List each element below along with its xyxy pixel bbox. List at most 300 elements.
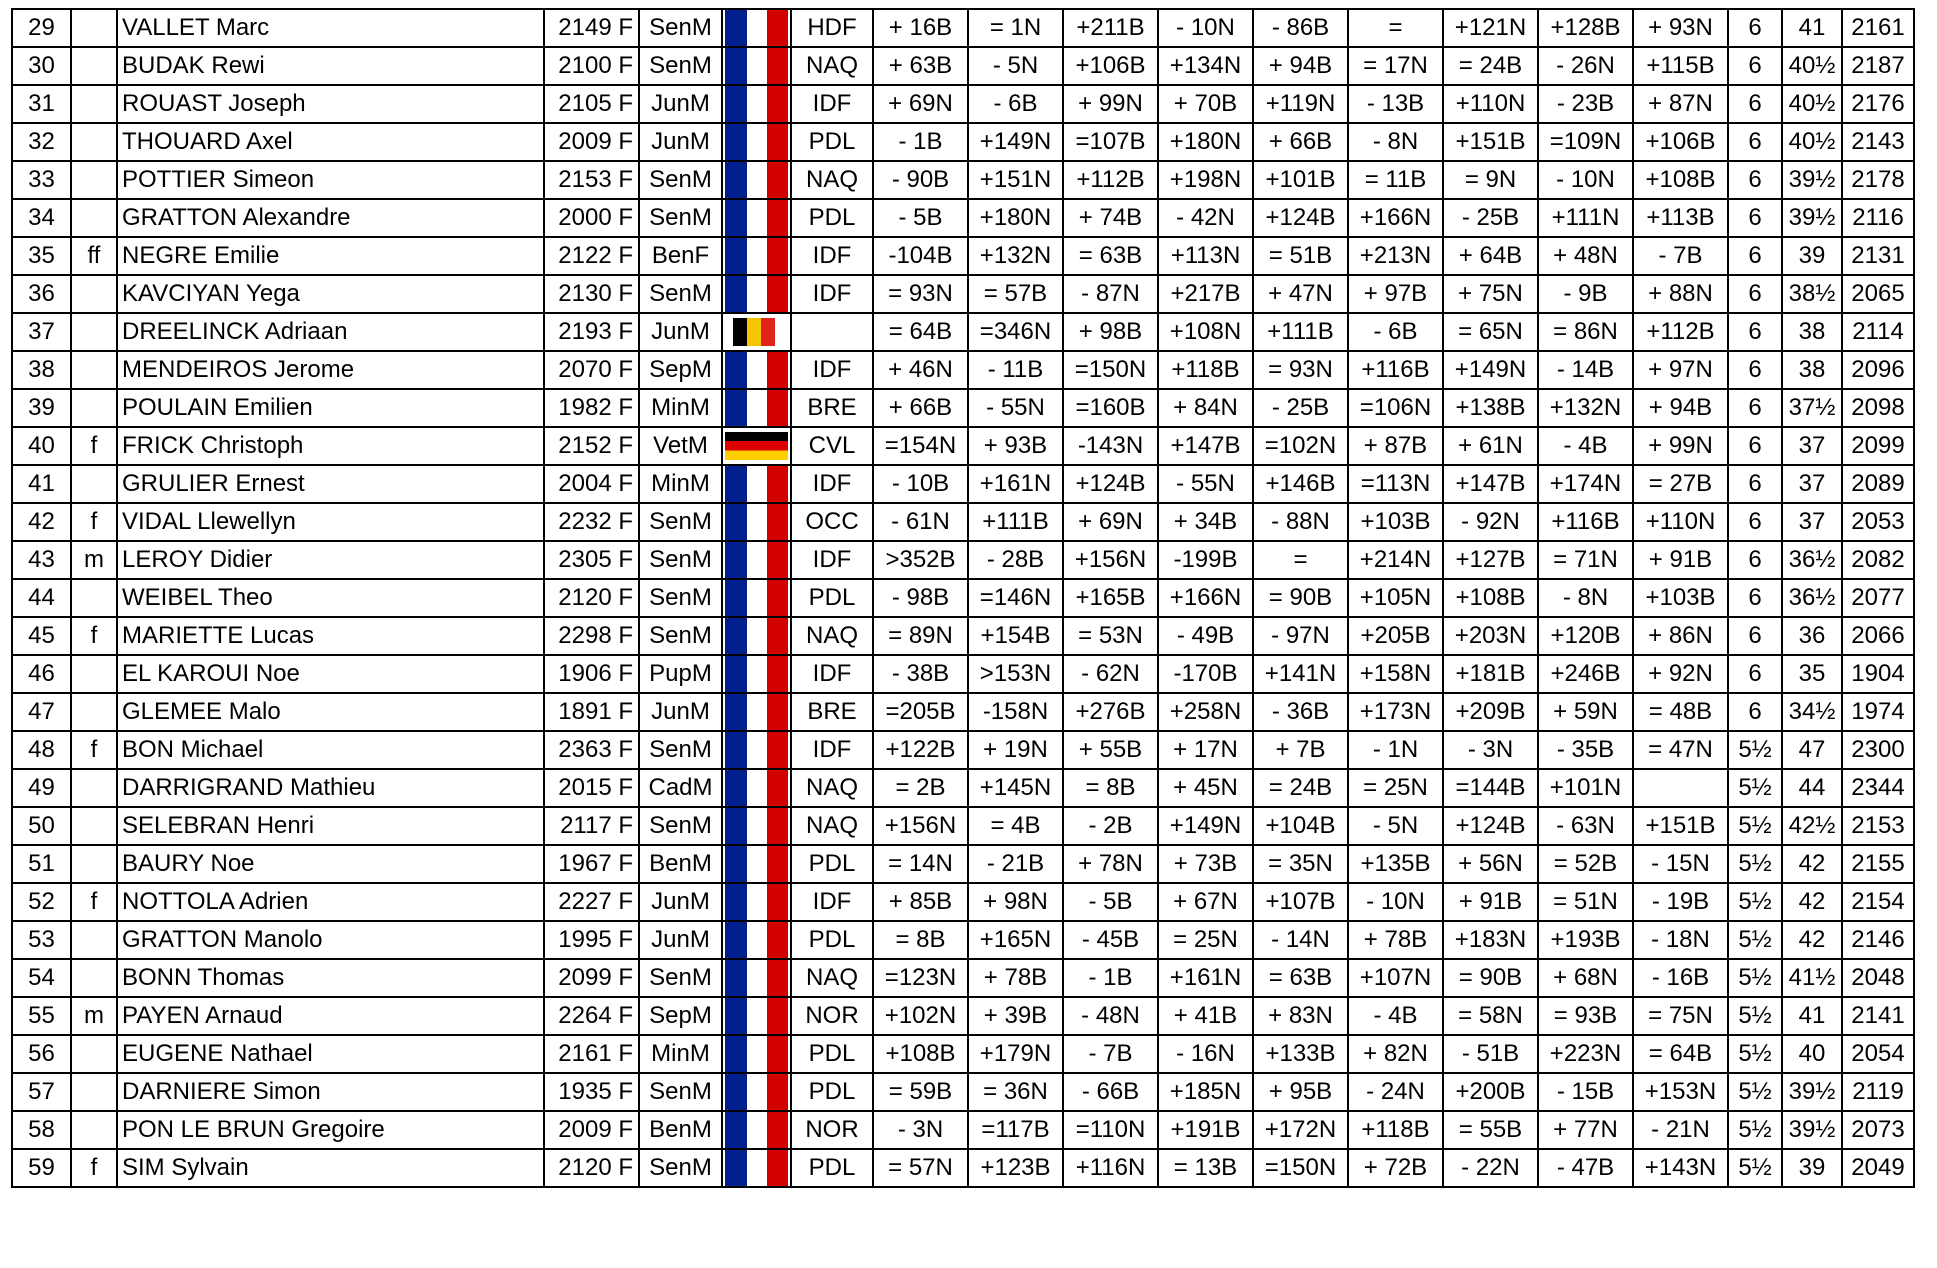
round-3-result-cell: +156N <box>1063 541 1158 579</box>
round-5-result-cell: +141N <box>1253 655 1348 693</box>
tiebreak-2-cell: 2098 <box>1842 389 1914 427</box>
rank-cell: 38 <box>12 351 71 389</box>
france-flag-icon <box>725 1036 788 1072</box>
points-cell: 6 <box>1728 351 1782 389</box>
round-7-result-cell: - 92N <box>1443 503 1538 541</box>
france-flag-icon <box>725 238 788 274</box>
round-7-result-cell: = 9N <box>1443 161 1538 199</box>
round-2-result-cell: +145N <box>968 769 1063 807</box>
title-cell <box>71 1073 117 1111</box>
tiebreak-2-cell: 2141 <box>1842 997 1914 1035</box>
round-5-result-cell: =150N <box>1253 1149 1348 1187</box>
league-cell: PDL <box>791 199 873 237</box>
tiebreak-2-cell: 2066 <box>1842 617 1914 655</box>
category-cell: SenM <box>639 959 722 997</box>
round-5-result-cell: - 86B <box>1253 9 1348 47</box>
category-cell: JunM <box>639 85 722 123</box>
round-9-result-cell: = 75N <box>1633 997 1728 1035</box>
title-cell <box>71 807 117 845</box>
round-9-result-cell: +143N <box>1633 1149 1728 1187</box>
player-name-cell: KAVCIYAN Yega <box>117 275 544 313</box>
france-flag-icon <box>725 808 788 844</box>
category-cell: BenM <box>639 1111 722 1149</box>
tiebreak-1-cell: 39½ <box>1782 199 1842 237</box>
round-1-result-cell: = 8B <box>873 921 968 959</box>
france-flag-icon <box>725 580 788 616</box>
rank-cell: 49 <box>12 769 71 807</box>
rank-cell: 29 <box>12 9 71 47</box>
league-cell: NAQ <box>791 959 873 997</box>
category-cell: SenM <box>639 9 722 47</box>
rank-cell: 43 <box>12 541 71 579</box>
player-name-cell: POTTIER Simeon <box>117 161 544 199</box>
round-3-result-cell: + 74B <box>1063 199 1158 237</box>
round-8-result-cell: - 26N <box>1538 47 1633 85</box>
round-4-result-cell: -170B <box>1158 655 1253 693</box>
round-2-result-cell: +151N <box>968 161 1063 199</box>
round-4-result-cell: = 13B <box>1158 1149 1253 1187</box>
round-8-result-cell: +132N <box>1538 389 1633 427</box>
title-cell <box>71 959 117 997</box>
rank-cell: 46 <box>12 655 71 693</box>
round-2-result-cell: +123B <box>968 1149 1063 1187</box>
round-8-result-cell: - 47B <box>1538 1149 1633 1187</box>
round-1-result-cell: = 2B <box>873 769 968 807</box>
title-cell <box>71 199 117 237</box>
round-6-result-cell: - 4B <box>1348 997 1443 1035</box>
rank-cell: 39 <box>12 389 71 427</box>
title-cell: f <box>71 731 117 769</box>
round-2-result-cell: -158N <box>968 693 1063 731</box>
tiebreak-2-cell: 2344 <box>1842 769 1914 807</box>
rank-cell: 53 <box>12 921 71 959</box>
rating-cell: 1995 F <box>544 921 639 959</box>
round-6-result-cell: - 8N <box>1348 123 1443 161</box>
tiebreak-1-cell: 40 <box>1782 1035 1842 1073</box>
round-5-result-cell: - 14N <box>1253 921 1348 959</box>
table-row <box>12 9 1914 47</box>
round-5-result-cell: = 63B <box>1253 959 1348 997</box>
points-cell: 6 <box>1728 693 1782 731</box>
category-cell: BenF <box>639 237 722 275</box>
title-cell <box>71 313 117 351</box>
round-2-result-cell: = 36N <box>968 1073 1063 1111</box>
round-3-result-cell: = 53N <box>1063 617 1158 655</box>
table-row <box>12 503 1914 541</box>
round-7-result-cell: - 22N <box>1443 1149 1538 1187</box>
player-name-cell: PON LE BRUN Gregoire <box>117 1111 544 1149</box>
round-7-result-cell: + 64B <box>1443 237 1538 275</box>
france-flag-icon <box>725 732 788 768</box>
round-7-result-cell: +127B <box>1443 541 1538 579</box>
round-2-result-cell: =117B <box>968 1111 1063 1149</box>
round-5-result-cell: + 95B <box>1253 1073 1348 1111</box>
league-cell: HDF <box>791 9 873 47</box>
round-1-result-cell: +108B <box>873 1035 968 1073</box>
tiebreak-1-cell: 37 <box>1782 503 1842 541</box>
round-9-result-cell: + 86N <box>1633 617 1728 655</box>
round-3-result-cell: + 98B <box>1063 313 1158 351</box>
round-7-result-cell: +108B <box>1443 579 1538 617</box>
category-cell: SenM <box>639 47 722 85</box>
round-8-result-cell: =109N <box>1538 123 1633 161</box>
round-2-result-cell: +149N <box>968 123 1063 161</box>
player-name-cell: THOUARD Axel <box>117 123 544 161</box>
federation-flag-cell <box>722 693 791 731</box>
points-cell: 6 <box>1728 617 1782 655</box>
tiebreak-2-cell: 2053 <box>1842 503 1914 541</box>
tiebreak-1-cell: 42½ <box>1782 807 1842 845</box>
league-cell: IDF <box>791 655 873 693</box>
rank-cell: 30 <box>12 47 71 85</box>
round-1-result-cell: + 16B <box>873 9 968 47</box>
round-2-result-cell: = 4B <box>968 807 1063 845</box>
rank-cell: 42 <box>12 503 71 541</box>
round-4-result-cell: +191B <box>1158 1111 1253 1149</box>
tiebreak-1-cell: 38 <box>1782 313 1842 351</box>
round-6-result-cell: - 10N <box>1348 883 1443 921</box>
table-row <box>12 579 1914 617</box>
standings-table <box>11 8 1915 1188</box>
round-7-result-cell: - 3N <box>1443 731 1538 769</box>
round-8-result-cell: - 9B <box>1538 275 1633 313</box>
round-3-result-cell: - 1B <box>1063 959 1158 997</box>
round-2-result-cell: +111B <box>968 503 1063 541</box>
tiebreak-1-cell: 42 <box>1782 883 1842 921</box>
league-cell: IDF <box>791 85 873 123</box>
tiebreak-1-cell: 41 <box>1782 997 1842 1035</box>
federation-flag-cell <box>722 47 791 85</box>
round-6-result-cell: +158N <box>1348 655 1443 693</box>
tiebreak-1-cell: 40½ <box>1782 85 1842 123</box>
player-name-cell: ROUAST Joseph <box>117 85 544 123</box>
round-8-result-cell: +223N <box>1538 1035 1633 1073</box>
player-name-cell: DARRIGRAND Mathieu <box>117 769 544 807</box>
league-cell: PDL <box>791 921 873 959</box>
france-flag-icon <box>725 352 788 388</box>
round-5-result-cell: +107B <box>1253 883 1348 921</box>
category-cell: VetM <box>639 427 722 465</box>
federation-flag-cell <box>722 351 791 389</box>
player-name-cell: DARNIERE Simon <box>117 1073 544 1111</box>
rating-cell: 2100 F <box>544 47 639 85</box>
rating-cell: 2193 F <box>544 313 639 351</box>
tiebreak-2-cell: 2054 <box>1842 1035 1914 1073</box>
table-row <box>12 807 1914 845</box>
round-9-result-cell: = 27B <box>1633 465 1728 503</box>
rating-cell: 2305 F <box>544 541 639 579</box>
league-cell: PDL <box>791 845 873 883</box>
round-7-result-cell: +110N <box>1443 85 1538 123</box>
category-cell: SenM <box>639 1149 722 1187</box>
round-5-result-cell: +172N <box>1253 1111 1348 1149</box>
round-1-result-cell: - 3N <box>873 1111 968 1149</box>
tiebreak-2-cell: 2119 <box>1842 1073 1914 1111</box>
round-7-result-cell: +151B <box>1443 123 1538 161</box>
round-5-result-cell: + 47N <box>1253 275 1348 313</box>
round-4-result-cell: + 70B <box>1158 85 1253 123</box>
category-cell: SenM <box>639 1073 722 1111</box>
rating-cell: 2227 F <box>544 883 639 921</box>
league-cell: NAQ <box>791 769 873 807</box>
federation-flag-cell <box>722 1035 791 1073</box>
federation-flag-cell <box>722 465 791 503</box>
category-cell: PupM <box>639 655 722 693</box>
federation-flag-cell <box>722 541 791 579</box>
tiebreak-2-cell: 2077 <box>1842 579 1914 617</box>
table-row <box>12 769 1914 807</box>
player-name-cell: GLEMEE Malo <box>117 693 544 731</box>
france-flag-icon <box>725 162 788 198</box>
title-cell: f <box>71 1149 117 1187</box>
tiebreak-2-cell: 1904 <box>1842 655 1914 693</box>
round-9-result-cell: +103B <box>1633 579 1728 617</box>
round-9-result-cell: +108B <box>1633 161 1728 199</box>
federation-flag-cell <box>722 1073 791 1111</box>
player-name-cell: DREELINCK Adriaan <box>117 313 544 351</box>
round-4-result-cell: +113N <box>1158 237 1253 275</box>
federation-flag-cell <box>722 389 791 427</box>
table-row <box>12 389 1914 427</box>
federation-flag-cell <box>722 959 791 997</box>
round-1-result-cell: + 66B <box>873 389 968 427</box>
round-7-result-cell: +121N <box>1443 9 1538 47</box>
round-2-result-cell: + 19N <box>968 731 1063 769</box>
round-1-result-cell: + 63B <box>873 47 968 85</box>
round-8-result-cell: +174N <box>1538 465 1633 503</box>
federation-flag-cell <box>722 1149 791 1187</box>
points-cell: 6 <box>1728 389 1782 427</box>
round-6-result-cell: + 78B <box>1348 921 1443 959</box>
round-3-result-cell: =160B <box>1063 389 1158 427</box>
round-3-result-cell: +112B <box>1063 161 1158 199</box>
table-row <box>12 85 1914 123</box>
round-1-result-cell: = 14N <box>873 845 968 883</box>
round-1-result-cell: =154N <box>873 427 968 465</box>
table-row <box>12 1111 1914 1149</box>
round-9-result-cell: + 99N <box>1633 427 1728 465</box>
round-9-result-cell: + 97N <box>1633 351 1728 389</box>
player-name-cell: EL KAROUI Noe <box>117 655 544 693</box>
france-flag-icon <box>725 960 788 996</box>
round-4-result-cell: + 73B <box>1158 845 1253 883</box>
round-7-result-cell: + 56N <box>1443 845 1538 883</box>
round-4-result-cell: +147B <box>1158 427 1253 465</box>
rank-cell: 41 <box>12 465 71 503</box>
title-cell <box>71 845 117 883</box>
player-name-cell: EUGENE Nathael <box>117 1035 544 1073</box>
rating-cell: 2120 F <box>544 1149 639 1187</box>
round-7-result-cell: + 61N <box>1443 427 1538 465</box>
table-row <box>12 845 1914 883</box>
category-cell: SenM <box>639 617 722 655</box>
tiebreak-2-cell: 2065 <box>1842 275 1914 313</box>
round-4-result-cell: +185N <box>1158 1073 1253 1111</box>
federation-flag-cell <box>722 9 791 47</box>
round-3-result-cell: - 7B <box>1063 1035 1158 1073</box>
player-name-cell: NEGRE Emilie <box>117 237 544 275</box>
round-9-result-cell: - 15N <box>1633 845 1728 883</box>
title-cell: ff <box>71 237 117 275</box>
round-7-result-cell: = 58N <box>1443 997 1538 1035</box>
rank-cell: 56 <box>12 1035 71 1073</box>
league-cell: NOR <box>791 997 873 1035</box>
player-name-cell: BONN Thomas <box>117 959 544 997</box>
round-1-result-cell: - 38B <box>873 655 968 693</box>
round-9-result-cell <box>1633 769 1728 807</box>
round-9-result-cell: +110N <box>1633 503 1728 541</box>
round-1-result-cell: >352B <box>873 541 968 579</box>
round-4-result-cell: + 17N <box>1158 731 1253 769</box>
round-6-result-cell: - 13B <box>1348 85 1443 123</box>
rating-cell: 2099 F <box>544 959 639 997</box>
player-name-cell: GRATTON Alexandre <box>117 199 544 237</box>
rating-cell: 2070 F <box>544 351 639 389</box>
round-9-result-cell: +106B <box>1633 123 1728 161</box>
france-flag-icon <box>725 846 788 882</box>
round-3-result-cell: +106B <box>1063 47 1158 85</box>
round-8-result-cell: - 63N <box>1538 807 1633 845</box>
round-6-result-cell: + 97B <box>1348 275 1443 313</box>
title-cell <box>71 769 117 807</box>
round-4-result-cell: +108N <box>1158 313 1253 351</box>
round-7-result-cell: +203N <box>1443 617 1538 655</box>
round-4-result-cell: +180N <box>1158 123 1253 161</box>
tiebreak-2-cell: 2049 <box>1842 1149 1914 1187</box>
round-1-result-cell: - 98B <box>873 579 968 617</box>
round-4-result-cell: - 16N <box>1158 1035 1253 1073</box>
round-7-result-cell: +124B <box>1443 807 1538 845</box>
federation-flag-cell <box>722 85 791 123</box>
round-8-result-cell: + 77N <box>1538 1111 1633 1149</box>
rank-cell: 31 <box>12 85 71 123</box>
round-5-result-cell: + 83N <box>1253 997 1348 1035</box>
round-7-result-cell: +147B <box>1443 465 1538 503</box>
round-4-result-cell: +134N <box>1158 47 1253 85</box>
points-cell: 5½ <box>1728 883 1782 921</box>
tiebreak-1-cell: 40½ <box>1782 47 1842 85</box>
category-cell: SenM <box>639 199 722 237</box>
player-name-cell: VALLET Marc <box>117 9 544 47</box>
points-cell: 5½ <box>1728 959 1782 997</box>
round-8-result-cell: - 14B <box>1538 351 1633 389</box>
round-7-result-cell: +149N <box>1443 351 1538 389</box>
category-cell: JunM <box>639 313 722 351</box>
points-cell: 5½ <box>1728 731 1782 769</box>
round-6-result-cell: +116B <box>1348 351 1443 389</box>
points-cell: 6 <box>1728 85 1782 123</box>
france-flag-icon <box>725 1112 788 1148</box>
round-3-result-cell: - 48N <box>1063 997 1158 1035</box>
round-6-result-cell: + 72B <box>1348 1149 1443 1187</box>
round-3-result-cell: =110N <box>1063 1111 1158 1149</box>
round-6-result-cell: = 17N <box>1348 47 1443 85</box>
tiebreak-1-cell: 36 <box>1782 617 1842 655</box>
rank-cell: 37 <box>12 313 71 351</box>
federation-flag-cell <box>722 313 791 351</box>
round-6-result-cell: =106N <box>1348 389 1443 427</box>
table-row <box>12 959 1914 997</box>
round-5-result-cell: - 25B <box>1253 389 1348 427</box>
player-name-cell: POULAIN Emilien <box>117 389 544 427</box>
round-2-result-cell: = 57B <box>968 275 1063 313</box>
round-1-result-cell: + 46N <box>873 351 968 389</box>
round-9-result-cell: +113B <box>1633 199 1728 237</box>
round-8-result-cell: = 51N <box>1538 883 1633 921</box>
rank-cell: 58 <box>12 1111 71 1149</box>
tiebreak-2-cell: 1974 <box>1842 693 1914 731</box>
round-5-result-cell: = 93N <box>1253 351 1348 389</box>
round-8-result-cell: = 52B <box>1538 845 1633 883</box>
points-cell: 5½ <box>1728 1149 1782 1187</box>
points-cell: 5½ <box>1728 1073 1782 1111</box>
league-cell: BRE <box>791 693 873 731</box>
round-5-result-cell: +124B <box>1253 199 1348 237</box>
points-cell: 6 <box>1728 313 1782 351</box>
france-flag-icon <box>725 1150 788 1186</box>
round-1-result-cell: = 89N <box>873 617 968 655</box>
round-5-result-cell: + 66B <box>1253 123 1348 161</box>
round-8-result-cell: = 71N <box>1538 541 1633 579</box>
round-6-result-cell: +214N <box>1348 541 1443 579</box>
round-5-result-cell: - 97N <box>1253 617 1348 655</box>
round-1-result-cell: - 10B <box>873 465 968 503</box>
tiebreak-2-cell: 2114 <box>1842 313 1914 351</box>
federation-flag-cell <box>722 199 791 237</box>
category-cell: SepM <box>639 997 722 1035</box>
round-2-result-cell: +165N <box>968 921 1063 959</box>
round-9-result-cell: = 48B <box>1633 693 1728 731</box>
round-2-result-cell: - 55N <box>968 389 1063 427</box>
round-8-result-cell: - 4B <box>1538 427 1633 465</box>
rank-cell: 54 <box>12 959 71 997</box>
tiebreak-1-cell: 41½ <box>1782 959 1842 997</box>
tiebreak-1-cell: 47 <box>1782 731 1842 769</box>
title-cell <box>71 47 117 85</box>
table-row <box>12 123 1914 161</box>
round-3-result-cell: + 55B <box>1063 731 1158 769</box>
category-cell: JunM <box>639 921 722 959</box>
rating-cell: 2232 F <box>544 503 639 541</box>
tiebreak-1-cell: 44 <box>1782 769 1842 807</box>
round-5-result-cell: = 90B <box>1253 579 1348 617</box>
table-row <box>12 617 1914 655</box>
points-cell: 5½ <box>1728 769 1782 807</box>
france-flag-icon <box>725 542 788 578</box>
round-9-result-cell: - 19B <box>1633 883 1728 921</box>
title-cell <box>71 123 117 161</box>
tiebreak-2-cell: 2143 <box>1842 123 1914 161</box>
round-2-result-cell: >153N <box>968 655 1063 693</box>
league-cell <box>791 313 873 351</box>
points-cell: 6 <box>1728 579 1782 617</box>
league-cell: IDF <box>791 883 873 921</box>
tiebreak-2-cell: 2153 <box>1842 807 1914 845</box>
tiebreak-1-cell: 39½ <box>1782 161 1842 199</box>
table-row <box>12 237 1914 275</box>
round-3-result-cell: + 78N <box>1063 845 1158 883</box>
round-7-result-cell: + 91B <box>1443 883 1538 921</box>
table-row <box>12 275 1914 313</box>
round-9-result-cell: +112B <box>1633 313 1728 351</box>
round-7-result-cell: =144B <box>1443 769 1538 807</box>
round-3-result-cell: - 2B <box>1063 807 1158 845</box>
rating-cell: 2161 F <box>544 1035 639 1073</box>
france-flag-icon <box>725 694 788 730</box>
category-cell: JunM <box>639 123 722 161</box>
federation-flag-cell <box>722 237 791 275</box>
league-cell: NAQ <box>791 617 873 655</box>
